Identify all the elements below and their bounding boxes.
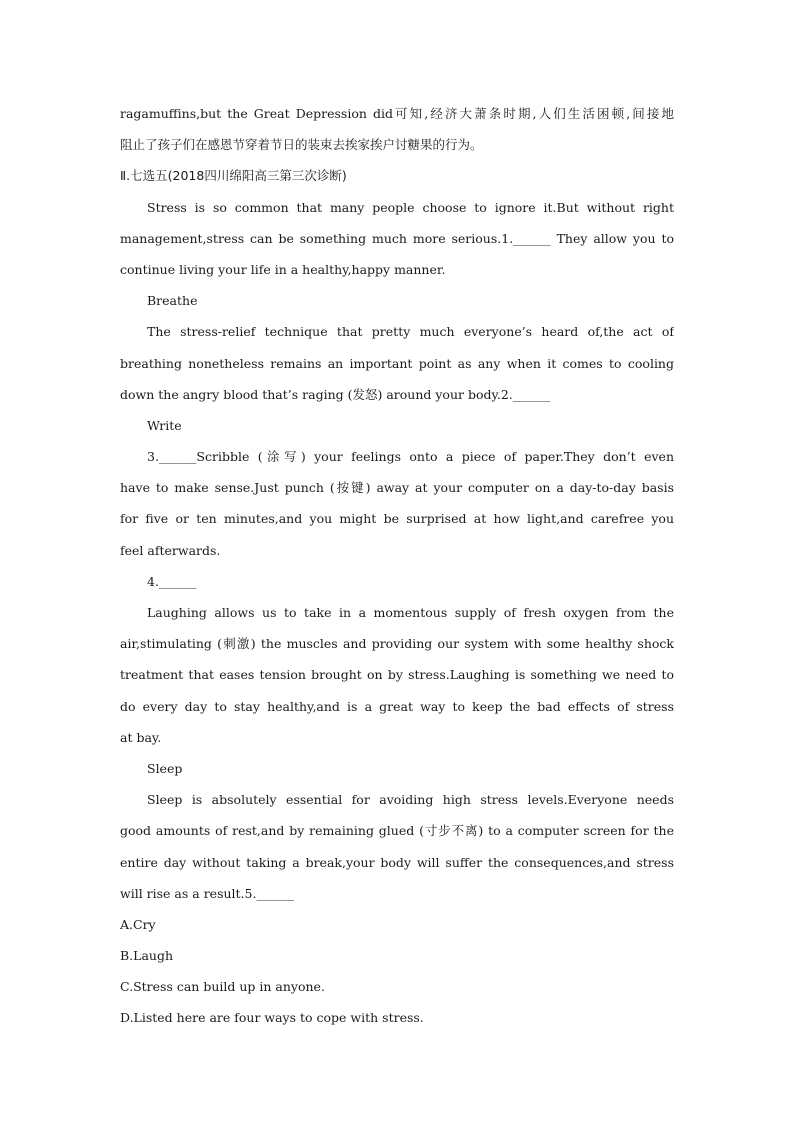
paragraph-line: have to make sense.Just punch (按键) away at your computer on a day-to-day basis — [120, 480, 674, 496]
paragraph-line: at bay. — [120, 729, 162, 745]
paragraph-line: good amounts of rest,and by remaining glued (寸步不离) to a computer screen for the — [120, 823, 674, 839]
intro-line: 阻止了孩子们在感恩节穿着节日的装束去挨家挨户讨糖果的行为。 — [120, 137, 483, 153]
subheading-write: Write — [147, 417, 182, 433]
paragraph-line: 3.______Scribble (涂写) your feelings onto a piece of paper.They don’t even — [147, 449, 674, 465]
paragraph-line: continue living your life in a healthy,happy manner. — [120, 261, 446, 277]
paragraph-line: down the angry blood that’s raging (发怒) around your body.2.______ — [120, 386, 551, 402]
paragraph-line: breathing nonetheless remains an important point as any when it comes to cooling — [120, 355, 674, 371]
paragraph-line: Stress is so common that many people choose to ignore it.But without right — [147, 199, 674, 215]
paragraph-line: Laughing allows us to take in a momentous supply of fresh oxygen from the — [147, 605, 674, 620]
intro-line: ragamuffins,but the Great Depression did可知,经济大萧条时期,人们生活困顿,间接地 — [120, 106, 674, 121]
subheading-breathe: Breathe — [147, 293, 198, 309]
paragraph-line: feel afterwards. — [120, 542, 221, 558]
paragraph-line: Sleep is absolutely essential for avoiding high stress levels.Everyone needs — [147, 792, 674, 808]
subheading-sleep: Sleep — [147, 760, 183, 776]
paragraph-line: air,stimulating (刺激) the muscles and providing our system with some healthy shock — [120, 636, 674, 652]
paragraph-line: management,stress can be something much more serious.1.______ They allow you to — [120, 230, 674, 246]
option-c: C.Stress can build up in anyone. — [120, 979, 325, 995]
option-b: B.Laugh — [120, 948, 174, 964]
paragraph-line: for five or ten minutes,and you might be surprised at how light,and carefree you — [120, 511, 674, 527]
paragraph-line: do every day to stay healthy,and is a great way to keep the bad effects of stress — [120, 698, 674, 714]
document-page — [120, 98, 674, 1034]
paragraph-line: will rise as a result.5.______ — [120, 885, 294, 901]
subheading-blank-4: 4.______ — [147, 573, 197, 589]
paragraph-line: entire day without taking a break,your body will suffer the consequences,and stress — [120, 854, 674, 870]
section-title: Ⅱ.七选五(2018四川绵阳高三第三次诊断) — [120, 168, 347, 184]
option-d: D.Listed here are four ways to cope with stress. — [120, 1010, 424, 1026]
paragraph-line: The stress-relief technique that pretty much everyone’s heard of,the act of — [147, 324, 674, 340]
paragraph-line: treatment that eases tension brought on by stress.Laughing is something we need to — [120, 667, 674, 683]
option-a: A.Cry — [120, 916, 156, 932]
